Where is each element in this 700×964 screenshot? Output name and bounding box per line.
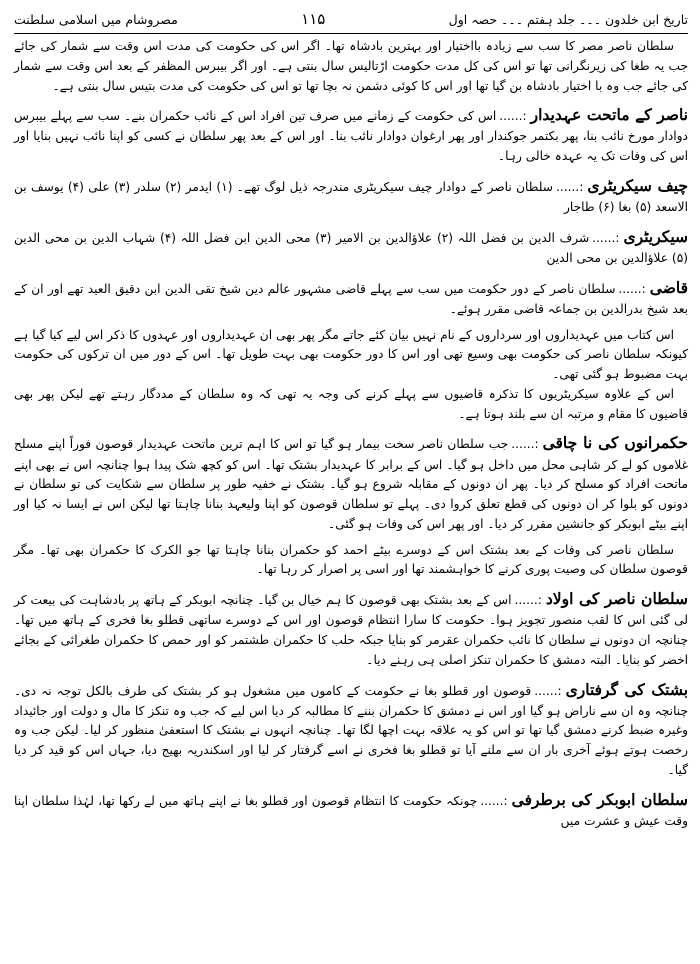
section-secretaries: [14, 224, 688, 269]
section-text: قوصون اور قطلو بغا نے حکومت کے کاموں میں مشغول ہو کر بشتک کی طرف بالکل توجہ نہ دی۔ چنانچہ وہ ان سے ناراض ہو گیا اور اس نے دمشق کا حکمران بننے کا مطالبہ کر دیا اس لیے کہ جب وہ تنکز کا مال و دولت اور جائیداد وغیرہ ضبط کرنے دمشق گیا تھا تو اس کو یہ علاقہ بہت اچھا لگا تھا۔ چنانچہ انہوں نے بشتک کا استعفیٰ منظور کر لیا۔ لیکن جب وہ رخصت ہوتے ہوئے آخری بار ان سے ملنے آیا تو قطلو بغا فخری نے اسے گرفتار کر لیا اور اسکندریہ بھیج دیا، جہاں اس کو قید کر دیا گیا۔: [14, 683, 688, 777]
body-paragraph: اس کتاب میں عہدیداروں اور سرداروں کے نام نہیں بیان کئے جاتے مگر پھر بھی ان عہدیداروں اور عہدوں کا ذکر اس لیے کیا گیا ہے کیونکہ سلطان ناصر کی حکومت بھی وسیع تھی اور اس کا دور حکومت بھی بہت طویل تھا۔ اس کے دور میں ان ترکوں کی حکومت بہت مضبوط ہو گئی تھی۔: [14, 327, 688, 382]
section-text: سلطان ناصر کے دوادار چیف سیکریٹری مندرجہ ذیل لوگ تھے۔ (۱) ایدمر (۲) سلدر (۳) علی (۴) یوسف بن الاسعد (۵) بغا (۶) طاجار: [14, 179, 688, 215]
body-paragraph: سلطان ناصر کی وفات کے بعد بشتک اس کے دوسرے بیٹے احمد کو حکمران بنانا چاہتا تھا جو الکرک کا حکمران بھی تھا۔ مگر قوصون سلطان کی وصیت پوری کرنے کا خواہشمند تھا اور اسی پر اصرار کر رہا تھا۔: [14, 542, 688, 577]
section-text: جب سلطان ناصر سخت بیمار ہو گیا تو اس کا اہم ترین ماتحت عہدیدار قوصون فوراً اپنے مسلح غلاموں کو لے کر شاہی محل میں داخل ہو گیا۔ اس کے برابر کا عہدیدار بشتک تھا۔ اس کو کچھ شک پیدا ہوا چنانچہ اس نے بھی اپنے ماتحت افراد کو مسلح کر دیا۔ پھر ان دونوں کے مقابلہ شروع ہو گیا۔ بشتک نے خفیہ طور پر سلطان سے شکایت کی تو سلطان نے دونوں کو بلوا کر ان دونوں کی قطع تعلق کروا دی۔ پہلے تو سلطان قوصون کو اپنا ولیعہد بنانا چاہتا تھا لیکن اس نے ایسا نہ کیا اور اپنے بیٹے ابوبکر کو جانشین مقرر کر دیا۔ اور پھر اس کی وفات ہو گئی۔: [14, 437, 688, 531]
header-chapter-title: مصروشام میں اسلامی سلطنت: [14, 11, 178, 27]
header-rule: [14, 33, 688, 34]
body-paragraph: اس کے علاوہ سیکریٹریوں کا تذکرہ قاضیوں سے پہلے کرنے کی وجہ یہ تھی کہ وہ سلطان کے مددگار رہتے تھے لیکن پھر بھی قاضیوں کا مقام و مرتبہ ان سے بلند ہوتا ہے۔: [14, 386, 688, 421]
separator: :......: [534, 683, 562, 698]
separator: :......: [480, 793, 508, 808]
section-heading: قاضی: [649, 277, 688, 297]
separator: :......: [514, 593, 542, 608]
section-heading: چیف سیکریٹری: [587, 175, 688, 195]
separator: :......: [618, 281, 646, 296]
page-header: [14, 6, 688, 32]
section-text: شرف الدین بن فضل اللہ (۲) علاؤالدین بن الامیر (۳) محی الدین ابن فضل اللہ (۴) شہاب الدین بن محی الدین (۵) علاؤالدین بن محی الدین: [14, 230, 688, 265]
section-judges: [14, 275, 688, 320]
section-text: اس کے بعد بشتک بھی قوصون کا ہم خیال بن گیا۔ چنانچہ ابوبکر کے ہاتھ پر بادشاہت کی بیعت کر لی گئی اس کا لقب منصور تجویز ہوا۔ حکومت کا سارا انتظام قوصون اور اس کے دوسرے ساتھی قطلو بغا فخری کے ہاتھ میں تھا۔ چنانچہ ان دونوں نے سلطان کا نائب حکمران عقرمر کو بنایا جبکہ حلب کا حکمران طشتمر کو اور حمص کا حکمران طغرائی کے بجائے اخضر کو بنایا۔ البتہ دمشق کا حکمران تنکز اصلی ہی رہنے دیا۔: [14, 593, 688, 667]
section-rulers-discord: [14, 430, 688, 534]
section-bashtak-arrest: [14, 677, 688, 781]
section-abubakr-dismissal: [14, 787, 688, 832]
separator: :......: [511, 437, 539, 452]
separator: :......: [592, 230, 620, 245]
section-heading: سلطان ابوبکر کی برطرفی: [511, 789, 688, 809]
separator: :......: [499, 109, 527, 124]
section-heading: بشتک کی گرفتاری: [565, 679, 689, 699]
section-text: سلطان ناصر کے دور حکومت میں سب سے پہلے قاضی مشہور عالم دین شیخ تقی الدین ابن دقیق العید تھے اور ان کے بعد شیخ بدرالدین بن جماعہ قاضی مقرر ہوئے۔: [14, 281, 688, 316]
page-number: ۱۱۵: [301, 10, 326, 28]
separator: :......: [556, 179, 584, 194]
section-text: اس کی حکومت کے زمانے میں صرف تین افراد اس کے نائب حکمران بنے۔ سب سے پہلے بیبرس دوادار مورخ نائب بنا، پھر بکتمر جوکندار اور پھر ارغوان دوادار نائب بنا۔ اور اس کے بعد پھر سلطان نے کسی کو اپنا نائب نہیں بنایا اور اس کی وفات تک یہ عہدہ خالی رہا۔: [14, 109, 688, 164]
section-chief-secretaries: [14, 173, 688, 218]
header-book-title: تاریخ ابن خلدون ۔۔۔ جلد ہفتم ۔۔۔ حصہ اول: [448, 11, 688, 27]
section-text: چونکہ حکومت کا انتظام قوصون اور قطلو بغا نے اپنے ہاتھ میں لے رکھا تھا، لہٰذا سلطان اپنا وقت عیش و عشرت میں: [14, 793, 688, 828]
section-heading: سلطان ناصر کی اولاد: [545, 589, 688, 609]
section-sultan-children: [14, 586, 688, 670]
section-heading: حکمرانوں کی نا چاقی: [542, 433, 688, 453]
section-heading: ناصر کے ماتحت عہدیدار: [530, 105, 688, 125]
intro-paragraph: سلطان ناصر مصر کا سب سے زیادہ بااختیار اور بہترین بادشاہ تھا۔ اگر اس کی حکومت کی مدت اس وقت سے شمار کی جائے جب یہ طغا کی زیرنگرانی تھا تو اس کی کل مدت حکومت اڑتالیس سال بنتی ہے۔ اور اگر بیبرس المظفر کے بعد اس وقت سے شمار کی جائے جب وہ با اختیار بادشاہ بن گیا تھا اور اس کا کوئی دشمن نہ بچا تھا تو اس کی حکومت کی مدت بتیس سال بنتی ہے۔: [14, 39, 688, 93]
section-officials: [14, 102, 688, 167]
section-heading: سیکریٹری: [623, 226, 688, 246]
